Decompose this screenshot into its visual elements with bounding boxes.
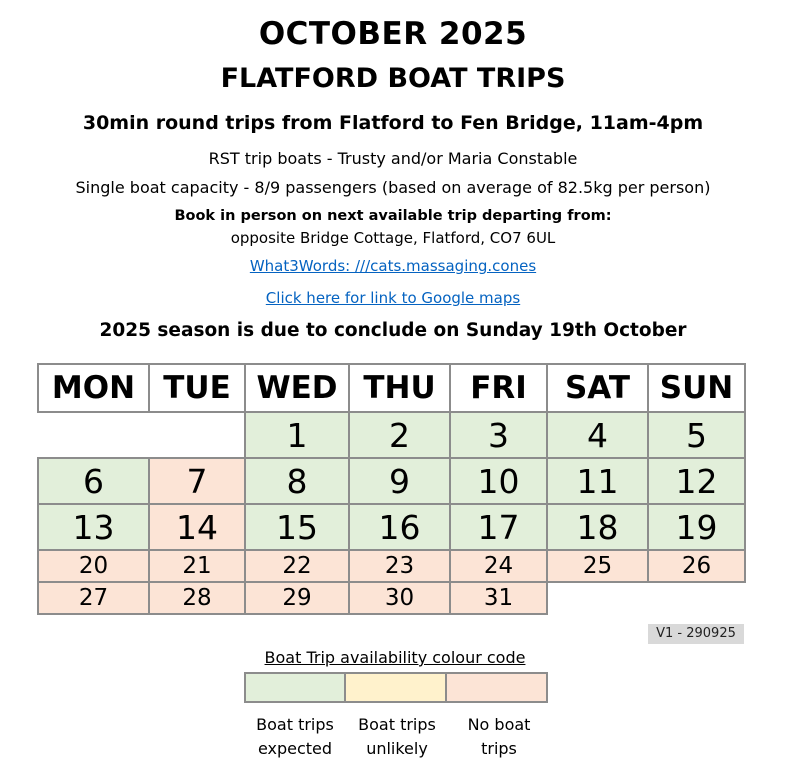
weekday-mon: MON xyxy=(38,364,149,412)
calendar-day-cell: 14 xyxy=(149,504,245,550)
calendar-day-cell: 26 xyxy=(648,550,745,582)
calendar-day-cell: 30 xyxy=(349,582,450,614)
capacity-info: Single boat capacity - 8/9 passengers (based on average of 82.5kg per person) xyxy=(75,178,711,197)
weekday-thu: THU xyxy=(349,364,450,412)
calendar-day-cell: 3 xyxy=(450,412,547,458)
weekday-tue: TUE xyxy=(149,364,245,412)
what3words-link[interactable]: What3Words: ///cats.massaging.cones xyxy=(249,257,537,275)
legend-label-line: Boat trips xyxy=(358,715,436,734)
booking-heading: Book in person on next available trip departing from: xyxy=(174,208,612,224)
calendar-day-cell: 19 xyxy=(648,504,745,550)
legend-label-expected xyxy=(244,713,346,761)
page-title: OCTOBER 2025 xyxy=(258,16,528,52)
calendar-day-cell: 2 xyxy=(349,412,450,458)
legend-label-line: unlikely xyxy=(366,739,428,758)
calendar-day-cell: 8 xyxy=(245,458,349,504)
version-label: V1 - 290925 xyxy=(648,624,744,644)
legend-label-line: trips xyxy=(481,739,517,758)
calendar-day-cell: 1 xyxy=(245,412,349,458)
legend-label-unlikely xyxy=(346,713,448,761)
legend-swatch-none xyxy=(447,672,548,703)
calendar-day-cell: 15 xyxy=(245,504,349,550)
calendar-empty-cell xyxy=(547,582,648,614)
calendar-day-cell: 16 xyxy=(349,504,450,550)
calendar-day-cell: 29 xyxy=(245,582,349,614)
calendar-day-cell: 18 xyxy=(547,504,648,550)
calendar-day-cell: 12 xyxy=(648,458,745,504)
weekday-header-row xyxy=(38,364,745,412)
calendar-day-cell: 9 xyxy=(349,458,450,504)
legend-swatch-unlikely xyxy=(346,672,447,703)
legend-labels xyxy=(244,713,550,761)
calendar-day-cell: 7 xyxy=(149,458,245,504)
calendar-empty-cell xyxy=(648,582,745,614)
calendar-day-cell: 31 xyxy=(450,582,547,614)
legend-title: Boat Trip availability colour code xyxy=(264,648,526,667)
calendar-day-cell: 20 xyxy=(38,550,149,582)
booking-location: opposite Bridge Cottage, Flatford, CO7 6UL xyxy=(230,229,556,247)
legend-swatch-expected xyxy=(244,672,346,703)
legend-swatches xyxy=(244,672,548,703)
calendar-day-cell: 6 xyxy=(38,458,149,504)
calendar-day-cell: 4 xyxy=(547,412,648,458)
page-subtitle: FLATFORD BOAT TRIPS xyxy=(220,63,566,94)
google-maps-link-row xyxy=(0,289,786,307)
google-maps-link[interactable]: Click here for link to Google maps xyxy=(265,289,521,307)
calendar-day-cell: 5 xyxy=(648,412,745,458)
legend-label-line: expected xyxy=(257,739,333,758)
trip-tagline: 30min round trips from Flatford to Fen Bridge, 11am-4pm xyxy=(82,112,704,134)
calendar-day-cell: 10 xyxy=(450,458,547,504)
legend-label-line: Boat trips xyxy=(256,715,334,734)
calendar-day-cell: 23 xyxy=(349,550,450,582)
weekday-sat: SAT xyxy=(547,364,648,412)
calendar-week-row xyxy=(38,412,745,458)
calendar-day-cell: 13 xyxy=(38,504,149,550)
calendar-day-cell: 21 xyxy=(149,550,245,582)
calendar-day-cell: 27 xyxy=(38,582,149,614)
calendar-week-row xyxy=(38,504,745,550)
season-end-note: 2025 season is due to conclude on Sunday 19th October xyxy=(99,320,687,341)
boats-info: RST trip boats - Trusty and/or Maria Constable xyxy=(208,149,578,168)
calendar-day-cell: 17 xyxy=(450,504,547,550)
calendar-day-cell: 24 xyxy=(450,550,547,582)
weekday-wed: WED xyxy=(245,364,349,412)
calendar-week-row xyxy=(38,550,745,582)
calendar-week-row xyxy=(38,458,745,504)
weekday-fri: FRI xyxy=(450,364,547,412)
weekday-sun: SUN xyxy=(648,364,745,412)
calendar-day-cell: 28 xyxy=(149,582,245,614)
calendar-day-cell: 25 xyxy=(547,550,648,582)
calendar-empty-cell xyxy=(149,412,245,458)
calendar-day-cell: 11 xyxy=(547,458,648,504)
calendar-empty-cell xyxy=(38,412,149,458)
legend-label-line: No boat xyxy=(467,715,531,734)
calendar-day-cell: 22 xyxy=(245,550,349,582)
what3words-link-row xyxy=(0,257,786,275)
calendar-week-row xyxy=(38,582,745,614)
legend-label-none xyxy=(448,713,550,761)
calendar-grid xyxy=(37,363,746,615)
